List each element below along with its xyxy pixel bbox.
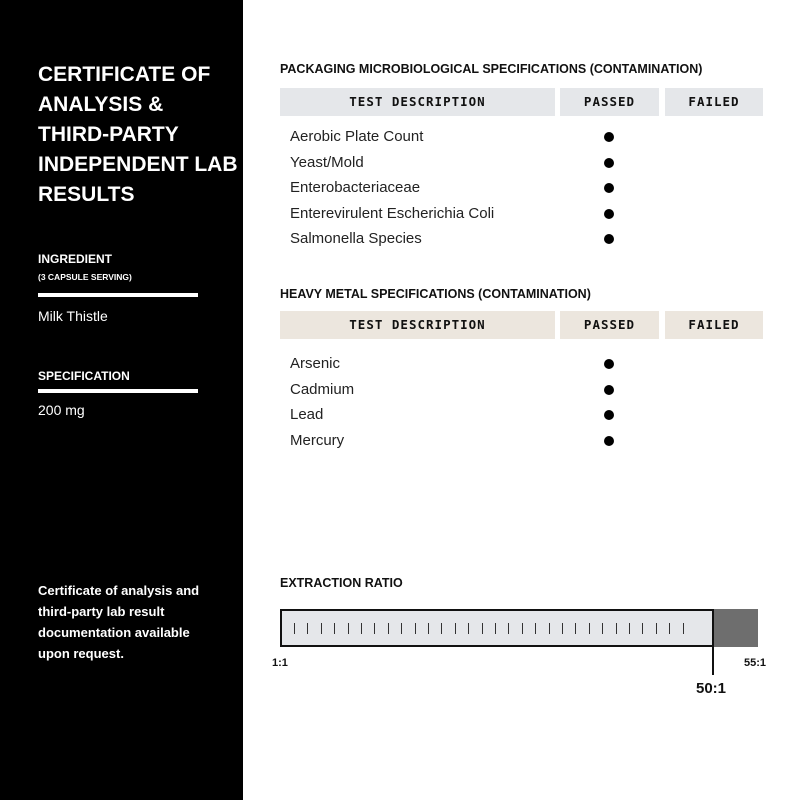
passed-dot-icon xyxy=(604,410,614,420)
ratio-tick xyxy=(508,623,509,634)
heavy-metal-section-title: HEAVY METAL SPECIFICATIONS (CONTAMINATION) xyxy=(280,287,591,301)
ratio-tick xyxy=(575,623,576,634)
ratio-tick xyxy=(616,623,617,634)
passed-dot-icon xyxy=(604,209,614,219)
main-content xyxy=(243,0,800,800)
ratio-min-label: 1:1 xyxy=(272,657,288,669)
table-row xyxy=(280,226,763,252)
table-row xyxy=(280,351,763,377)
sidebar xyxy=(0,0,243,800)
heavy-metal-table-header xyxy=(280,311,763,339)
ratio-remaining xyxy=(710,609,758,647)
passed-dot-icon xyxy=(604,359,614,369)
extraction-ratio-bar xyxy=(280,609,758,647)
test-label: Mercury xyxy=(290,431,345,449)
test-label: Salmonella Species xyxy=(290,230,422,248)
table-row xyxy=(280,150,763,176)
table-row xyxy=(280,428,763,454)
table-row xyxy=(280,175,763,201)
specification-value: 200 mg xyxy=(38,402,85,418)
ingredient-divider xyxy=(38,293,198,297)
test-label: Enterevirulent Escherichia Coli xyxy=(290,204,495,222)
ratio-tick xyxy=(522,623,523,634)
ratio-tick xyxy=(602,623,603,634)
test-label: Arsenic xyxy=(290,355,341,372)
specification-label: SPECIFICATION xyxy=(38,369,130,383)
passed-dot-icon xyxy=(604,158,614,168)
ratio-tick xyxy=(535,623,536,634)
ratio-tick xyxy=(642,623,643,634)
ratio-max-label: 55:1 xyxy=(744,657,767,669)
ratio-tick xyxy=(307,623,308,634)
extraction-ratio-title: EXTRACTION RATIO xyxy=(280,576,403,590)
ratio-tick xyxy=(361,623,362,634)
ratio-fill xyxy=(280,609,714,647)
ingredient-serving-label: (3 CAPSULE SERVING) xyxy=(38,272,132,282)
ratio-tick xyxy=(589,623,590,634)
ratio-tick xyxy=(428,623,429,634)
ratio-marker-line xyxy=(712,609,714,675)
microbiological-rows xyxy=(280,124,763,252)
ratio-tick xyxy=(455,623,456,634)
ratio-current-label: 50:1 xyxy=(696,680,727,697)
table-row xyxy=(280,201,763,227)
ratio-tick xyxy=(321,623,322,634)
table-row xyxy=(280,402,763,428)
certificate-title: CERTIFICATE OF ANALYSIS & THIRD-PARTY INDEPENDENT LAB RESULTS xyxy=(38,63,238,206)
ratio-tick xyxy=(388,623,389,634)
passed-dot-icon xyxy=(604,234,614,244)
ratio-tick xyxy=(374,623,375,634)
specification-divider xyxy=(38,389,198,393)
header-failed: FAILED xyxy=(665,311,763,339)
test-label: Yeast/Mold xyxy=(290,153,364,171)
microbiological-table-header xyxy=(280,88,763,116)
microbiological-section-title: PACKAGING MICROBIOLOGICAL SPECIFICATIONS (CONTAMINATION) xyxy=(280,62,703,76)
header-test-description: TEST DESCRIPTION xyxy=(280,88,555,116)
ratio-tick xyxy=(562,623,563,634)
ratio-tick xyxy=(549,623,550,634)
ratio-tick xyxy=(656,623,657,634)
passed-dot-icon xyxy=(604,385,614,395)
header-test-description: TEST DESCRIPTION xyxy=(280,311,555,339)
ingredient-label: INGREDIENT xyxy=(38,252,113,266)
header-passed: PASSED xyxy=(560,88,659,116)
test-label: Lead xyxy=(290,406,324,424)
ratio-tick xyxy=(669,623,670,634)
ingredient-value: Milk Thistle xyxy=(38,308,108,324)
ratio-tick xyxy=(482,623,483,634)
passed-dot-icon xyxy=(604,436,614,446)
ratio-tick xyxy=(495,623,496,634)
test-label: Enterobacteriaceae xyxy=(290,179,421,197)
test-label: Cadmium xyxy=(290,380,355,398)
ratio-tick xyxy=(294,623,295,634)
ratio-tick xyxy=(629,623,630,634)
ratio-tick xyxy=(401,623,402,634)
ratio-tick xyxy=(468,623,469,634)
ratio-tick xyxy=(348,623,349,634)
header-passed: PASSED xyxy=(560,311,659,339)
heavy-metal-rows xyxy=(280,351,763,453)
ratio-tick xyxy=(683,623,684,634)
availability-note: Certificate of analysis and third-party lab result documentation available upon request. xyxy=(38,583,200,661)
ratio-tick xyxy=(441,623,442,634)
ratio-tick xyxy=(415,623,416,634)
ratio-tick xyxy=(334,623,335,634)
passed-dot-icon xyxy=(604,132,614,142)
table-row xyxy=(280,124,763,150)
table-row xyxy=(280,377,763,403)
test-label: Aerobic Plate Count xyxy=(290,128,424,145)
header-failed: FAILED xyxy=(665,88,763,116)
passed-dot-icon xyxy=(604,183,614,193)
